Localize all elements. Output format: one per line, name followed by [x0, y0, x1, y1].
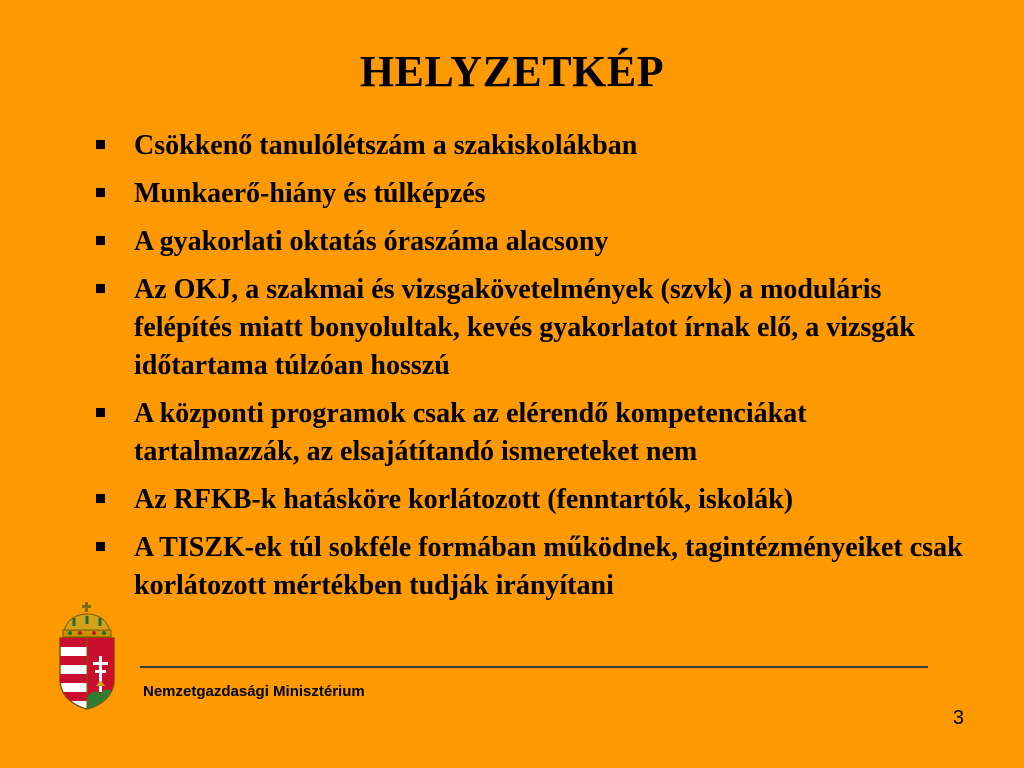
hungarian-coat-of-arms-icon	[54, 602, 120, 710]
bullet-square-icon	[96, 284, 105, 293]
bullet-text: A TISZK-ek túl sokféle formában működnek, tagintézményeiket csak korlátozott mértékben tudják irányítani	[134, 532, 963, 601]
footer-divider	[140, 666, 928, 668]
footer-organization: Nemzetgazdasági Minisztérium	[143, 683, 365, 700]
bullet-text: Csökkenő tanulólétszám a szakiskolákban	[134, 130, 638, 161]
bullet-text: A gyakorlati oktatás óraszáma alacsony	[134, 226, 609, 257]
bullet-text: A központi programok csak az elérendő kompetenciákat tartalmazzák, az elsajátítandó ismereteket nem	[134, 398, 807, 467]
bullet-square-icon	[96, 188, 105, 197]
page-number: 3	[952, 707, 964, 729]
bullet-text: Az OKJ, a szakmai és vizsgakövetelmények (szvk) a moduláris felépítés miatt bonyolultak, kevés gyakorlatot írnak elő, a vizsgák időtartama túlzóan hosszú	[134, 274, 915, 381]
bullet-square-icon	[96, 408, 105, 417]
bullet-item	[96, 395, 976, 471]
bullet-item	[96, 127, 976, 165]
bullet-list	[96, 127, 976, 615]
bullet-square-icon	[96, 140, 105, 149]
bullet-item	[96, 271, 976, 385]
bullet-item	[96, 223, 976, 261]
bullet-item	[96, 481, 976, 519]
bullet-item	[96, 529, 976, 605]
slide-title: HELYZETKÉP	[359, 47, 665, 96]
bullet-text: Munkaerő-hiány és túlképzés	[134, 178, 486, 209]
bullet-square-icon	[96, 494, 105, 503]
bullet-item	[96, 175, 976, 213]
bullet-square-icon	[96, 236, 105, 245]
bullet-square-icon	[96, 542, 105, 551]
bullet-text: Az RFKB-k hatásköre korlátozott (fenntartók, iskolák)	[134, 484, 794, 515]
